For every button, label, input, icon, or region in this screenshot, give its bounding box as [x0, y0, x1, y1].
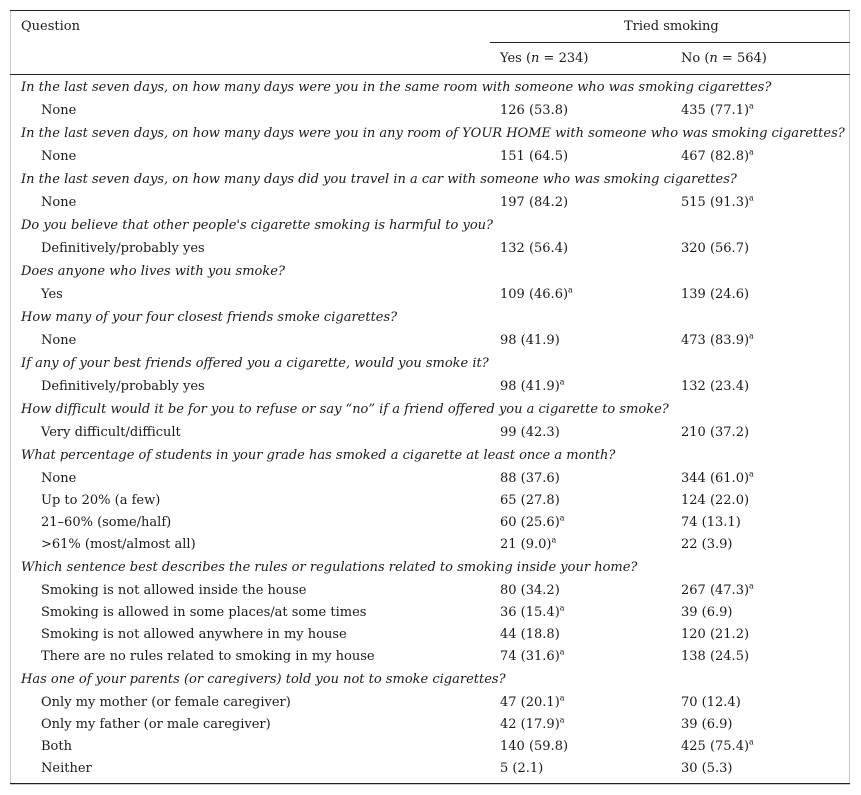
no-value-cell	[681, 512, 741, 534]
question-row	[10, 168, 850, 192]
answer-label: 21–60% (some/half)	[41, 515, 172, 530]
no-value-cell	[681, 602, 733, 624]
significance-marker: a	[559, 377, 565, 387]
header-yes-column: Yes (n = 234)	[500, 51, 589, 66]
question-text: In the last seven days, on how many days were you in any room of YOUR HOME with someone who was smoking cigarettes?	[21, 126, 845, 141]
yes-value: 88 (37.6)	[500, 471, 560, 486]
yes-value-cell	[500, 580, 560, 602]
no-value: 39 (6.9)	[681, 717, 733, 732]
no-value-cell	[681, 100, 754, 122]
answer-label: Neither	[41, 761, 92, 776]
table-row	[10, 192, 850, 214]
table-top-rule	[10, 10, 850, 11]
question-text: If any of your best friends offered you a cigarette, would you smoke it?	[21, 356, 489, 371]
no-value: 74 (13.1)	[681, 515, 741, 530]
question-text: What percentage of students in your grade has smoked a cigarette at least once a month?	[21, 448, 616, 463]
no-value: 124 (22.0)	[681, 493, 750, 508]
yes-value-cell	[500, 238, 568, 260]
yes-value-cell	[500, 714, 565, 736]
yes-value-cell	[500, 758, 543, 780]
yes-value-cell	[500, 602, 565, 624]
yes-value-cell	[500, 534, 556, 556]
significance-marker: a	[559, 647, 565, 657]
table-row	[10, 330, 850, 352]
yes-value-cell	[500, 192, 568, 214]
no-value-cell	[681, 192, 754, 214]
question-text: How difficult would it be for you to refuse or say “no” if a friend offered you a cigarette to smoke?	[21, 402, 669, 417]
table-row	[10, 490, 850, 512]
table-row	[10, 714, 850, 736]
no-value: 344 (61.0)	[681, 471, 750, 486]
question-row	[10, 306, 850, 330]
table-row	[10, 238, 850, 260]
group-header-rule	[490, 42, 850, 43]
yes-value-cell	[500, 330, 560, 352]
significance-marker: a	[749, 581, 754, 591]
yes-value: 80 (34.2)	[500, 583, 560, 598]
yes-value: 21 (9.0)	[500, 537, 552, 552]
no-value-cell	[681, 490, 749, 512]
answer-label: None	[41, 195, 77, 210]
header-question: Question	[21, 19, 80, 34]
answer-label: None	[41, 333, 77, 348]
answer-label: Definitively/probably yes	[41, 241, 205, 256]
table-row	[10, 422, 850, 444]
question-row	[10, 76, 850, 100]
no-value-cell	[681, 376, 749, 398]
no-value-cell	[681, 624, 749, 646]
table-row	[10, 284, 850, 306]
question-text: Does anyone who lives with you smoke?	[21, 264, 285, 279]
question-row	[10, 556, 850, 580]
answer-label: None	[41, 149, 77, 164]
no-value: 267 (47.3)	[681, 583, 750, 598]
yes-value: 197 (84.2)	[500, 195, 569, 210]
question-text: In the last seven days, on how many days did you travel in a car with someone who was smoking cigarettes?	[21, 172, 737, 187]
question-text: Do you believe that other people's cigarette smoking is harmful to you?	[21, 218, 493, 233]
yes-value-cell	[500, 284, 573, 306]
yes-value-cell	[500, 646, 565, 668]
significance-marker: a	[551, 535, 557, 545]
yes-value: 44 (18.8)	[500, 627, 560, 642]
table-row	[10, 692, 850, 714]
header-tried-smoking: Tried smoking	[624, 19, 719, 34]
no-value-cell	[681, 146, 754, 168]
no-value-cell	[681, 238, 749, 260]
no-value-cell	[681, 736, 754, 758]
no-value: 120 (21.2)	[681, 627, 750, 642]
table-row	[10, 534, 850, 556]
answer-label: Very difficult/difficult	[41, 425, 181, 440]
no-value: 425 (75.4)	[681, 739, 750, 754]
yes-value-cell	[500, 512, 565, 534]
answer-label: Only my father (or male caregiver)	[41, 717, 271, 732]
table-row	[10, 512, 850, 534]
no-value: 210 (37.2)	[681, 425, 750, 440]
yes-value-cell	[500, 624, 560, 646]
question-row	[10, 444, 850, 468]
table-row	[10, 646, 850, 668]
no-value-cell	[681, 646, 749, 668]
answer-label: Smoking is allowed in some places/at some times	[41, 605, 367, 620]
significance-marker: a	[559, 603, 565, 613]
table-row	[10, 468, 850, 490]
answer-label: Smoking is not allowed anywhere in my house	[41, 627, 347, 642]
no-value: 473 (83.9)	[681, 333, 750, 348]
no-value-cell	[681, 422, 749, 444]
yes-value: 42 (17.9)	[500, 717, 560, 732]
answer-label: None	[41, 103, 77, 118]
table-row	[10, 602, 850, 624]
significance-marker: a	[559, 715, 565, 725]
table-row	[10, 736, 850, 758]
yes-value: 47 (20.1)	[500, 695, 560, 710]
yes-value: 140 (59.8)	[500, 739, 569, 754]
table-row	[10, 580, 850, 602]
yes-value-cell	[500, 146, 568, 168]
answer-label: Up to 20% (a few)	[41, 493, 161, 508]
no-value-cell	[681, 468, 754, 490]
table-row	[10, 758, 850, 780]
significance-marker: a	[749, 469, 754, 479]
yes-value: 98 (41.9)	[500, 333, 560, 348]
significance-marker: a	[749, 737, 754, 747]
yes-value-cell	[500, 422, 560, 444]
yes-value-cell	[500, 692, 565, 714]
no-value: 22 (3.9)	[681, 537, 733, 552]
no-value-cell	[681, 580, 754, 602]
yes-value: 109 (46.6)	[500, 287, 569, 302]
table-body	[10, 76, 850, 780]
significance-marker: a	[749, 147, 754, 157]
significance-marker: a	[749, 331, 754, 341]
no-value-cell	[681, 758, 733, 780]
header-no-column: No (n = 564)	[681, 51, 767, 66]
yes-value: 151 (64.5)	[500, 149, 569, 164]
answer-label: Only my mother (or female caregiver)	[41, 695, 291, 710]
significance-marker: a	[749, 101, 754, 111]
answer-label: Both	[41, 739, 72, 754]
no-value: 39 (6.9)	[681, 605, 733, 620]
table-row	[10, 376, 850, 398]
yes-value: 74 (31.6)	[500, 649, 560, 664]
question-row	[10, 668, 850, 692]
answer-label: Smoking is not allowed inside the house	[41, 583, 307, 598]
no-value-cell	[681, 330, 754, 352]
no-value: 70 (12.4)	[681, 695, 741, 710]
table-row	[10, 624, 850, 646]
no-value: 138 (24.5)	[681, 649, 750, 664]
yes-value: 126 (53.8)	[500, 103, 569, 118]
answer-label: Definitively/probably yes	[41, 379, 205, 394]
yes-value-cell	[500, 490, 560, 512]
question-row	[10, 398, 850, 422]
no-value: 139 (24.6)	[681, 287, 750, 302]
question-row	[10, 122, 850, 146]
yes-value-cell	[500, 376, 565, 398]
answer-label: >61% (most/almost all)	[41, 537, 196, 552]
no-value: 467 (82.8)	[681, 149, 750, 164]
header-bottom-rule	[10, 74, 850, 75]
no-value-cell	[681, 714, 733, 736]
answer-label: None	[41, 471, 77, 486]
no-value-cell	[681, 284, 749, 306]
yes-value-cell	[500, 736, 568, 758]
significance-marker: a	[559, 693, 565, 703]
question-text: Which sentence best describes the rules or regulations related to smoking inside your home?	[21, 560, 638, 575]
yes-value: 98 (41.9)	[500, 379, 560, 394]
question-text: Has one of your parents (or caregivers) told you not to smoke cigarettes?	[21, 672, 506, 687]
question-row	[10, 214, 850, 238]
yes-value-cell	[500, 468, 560, 490]
question-row	[10, 352, 850, 376]
no-value: 515 (91.3)	[681, 195, 750, 210]
yes-value: 60 (25.6)	[500, 515, 560, 530]
no-value: 132 (23.4)	[681, 379, 750, 394]
question-text: In the last seven days, on how many days were you in the same room with someone who was smoking cigarettes?	[21, 80, 772, 95]
yes-value: 132 (56.4)	[500, 241, 569, 256]
table-bottom-rule	[10, 783, 850, 784]
question-row	[10, 260, 850, 284]
yes-value: 5 (2.1)	[500, 761, 544, 776]
no-value: 320 (56.7)	[681, 241, 750, 256]
answer-label: Yes	[41, 287, 63, 302]
yes-value: 99 (42.3)	[500, 425, 560, 440]
no-value-cell	[681, 692, 741, 714]
yes-value: 65 (27.8)	[500, 493, 560, 508]
yes-value-cell	[500, 100, 568, 122]
significance-marker: a	[568, 285, 573, 295]
no-value-cell	[681, 534, 733, 556]
no-value: 30 (5.3)	[681, 761, 733, 776]
table-row	[10, 100, 850, 122]
yes-value: 36 (15.4)	[500, 605, 560, 620]
significance-marker: a	[559, 513, 565, 523]
question-text: How many of your four closest friends smoke cigarettes?	[21, 310, 398, 325]
significance-marker: a	[749, 193, 754, 203]
no-value: 435 (77.1)	[681, 103, 750, 118]
table-row	[10, 146, 850, 168]
answer-label: There are no rules related to smoking in my house	[41, 649, 375, 664]
